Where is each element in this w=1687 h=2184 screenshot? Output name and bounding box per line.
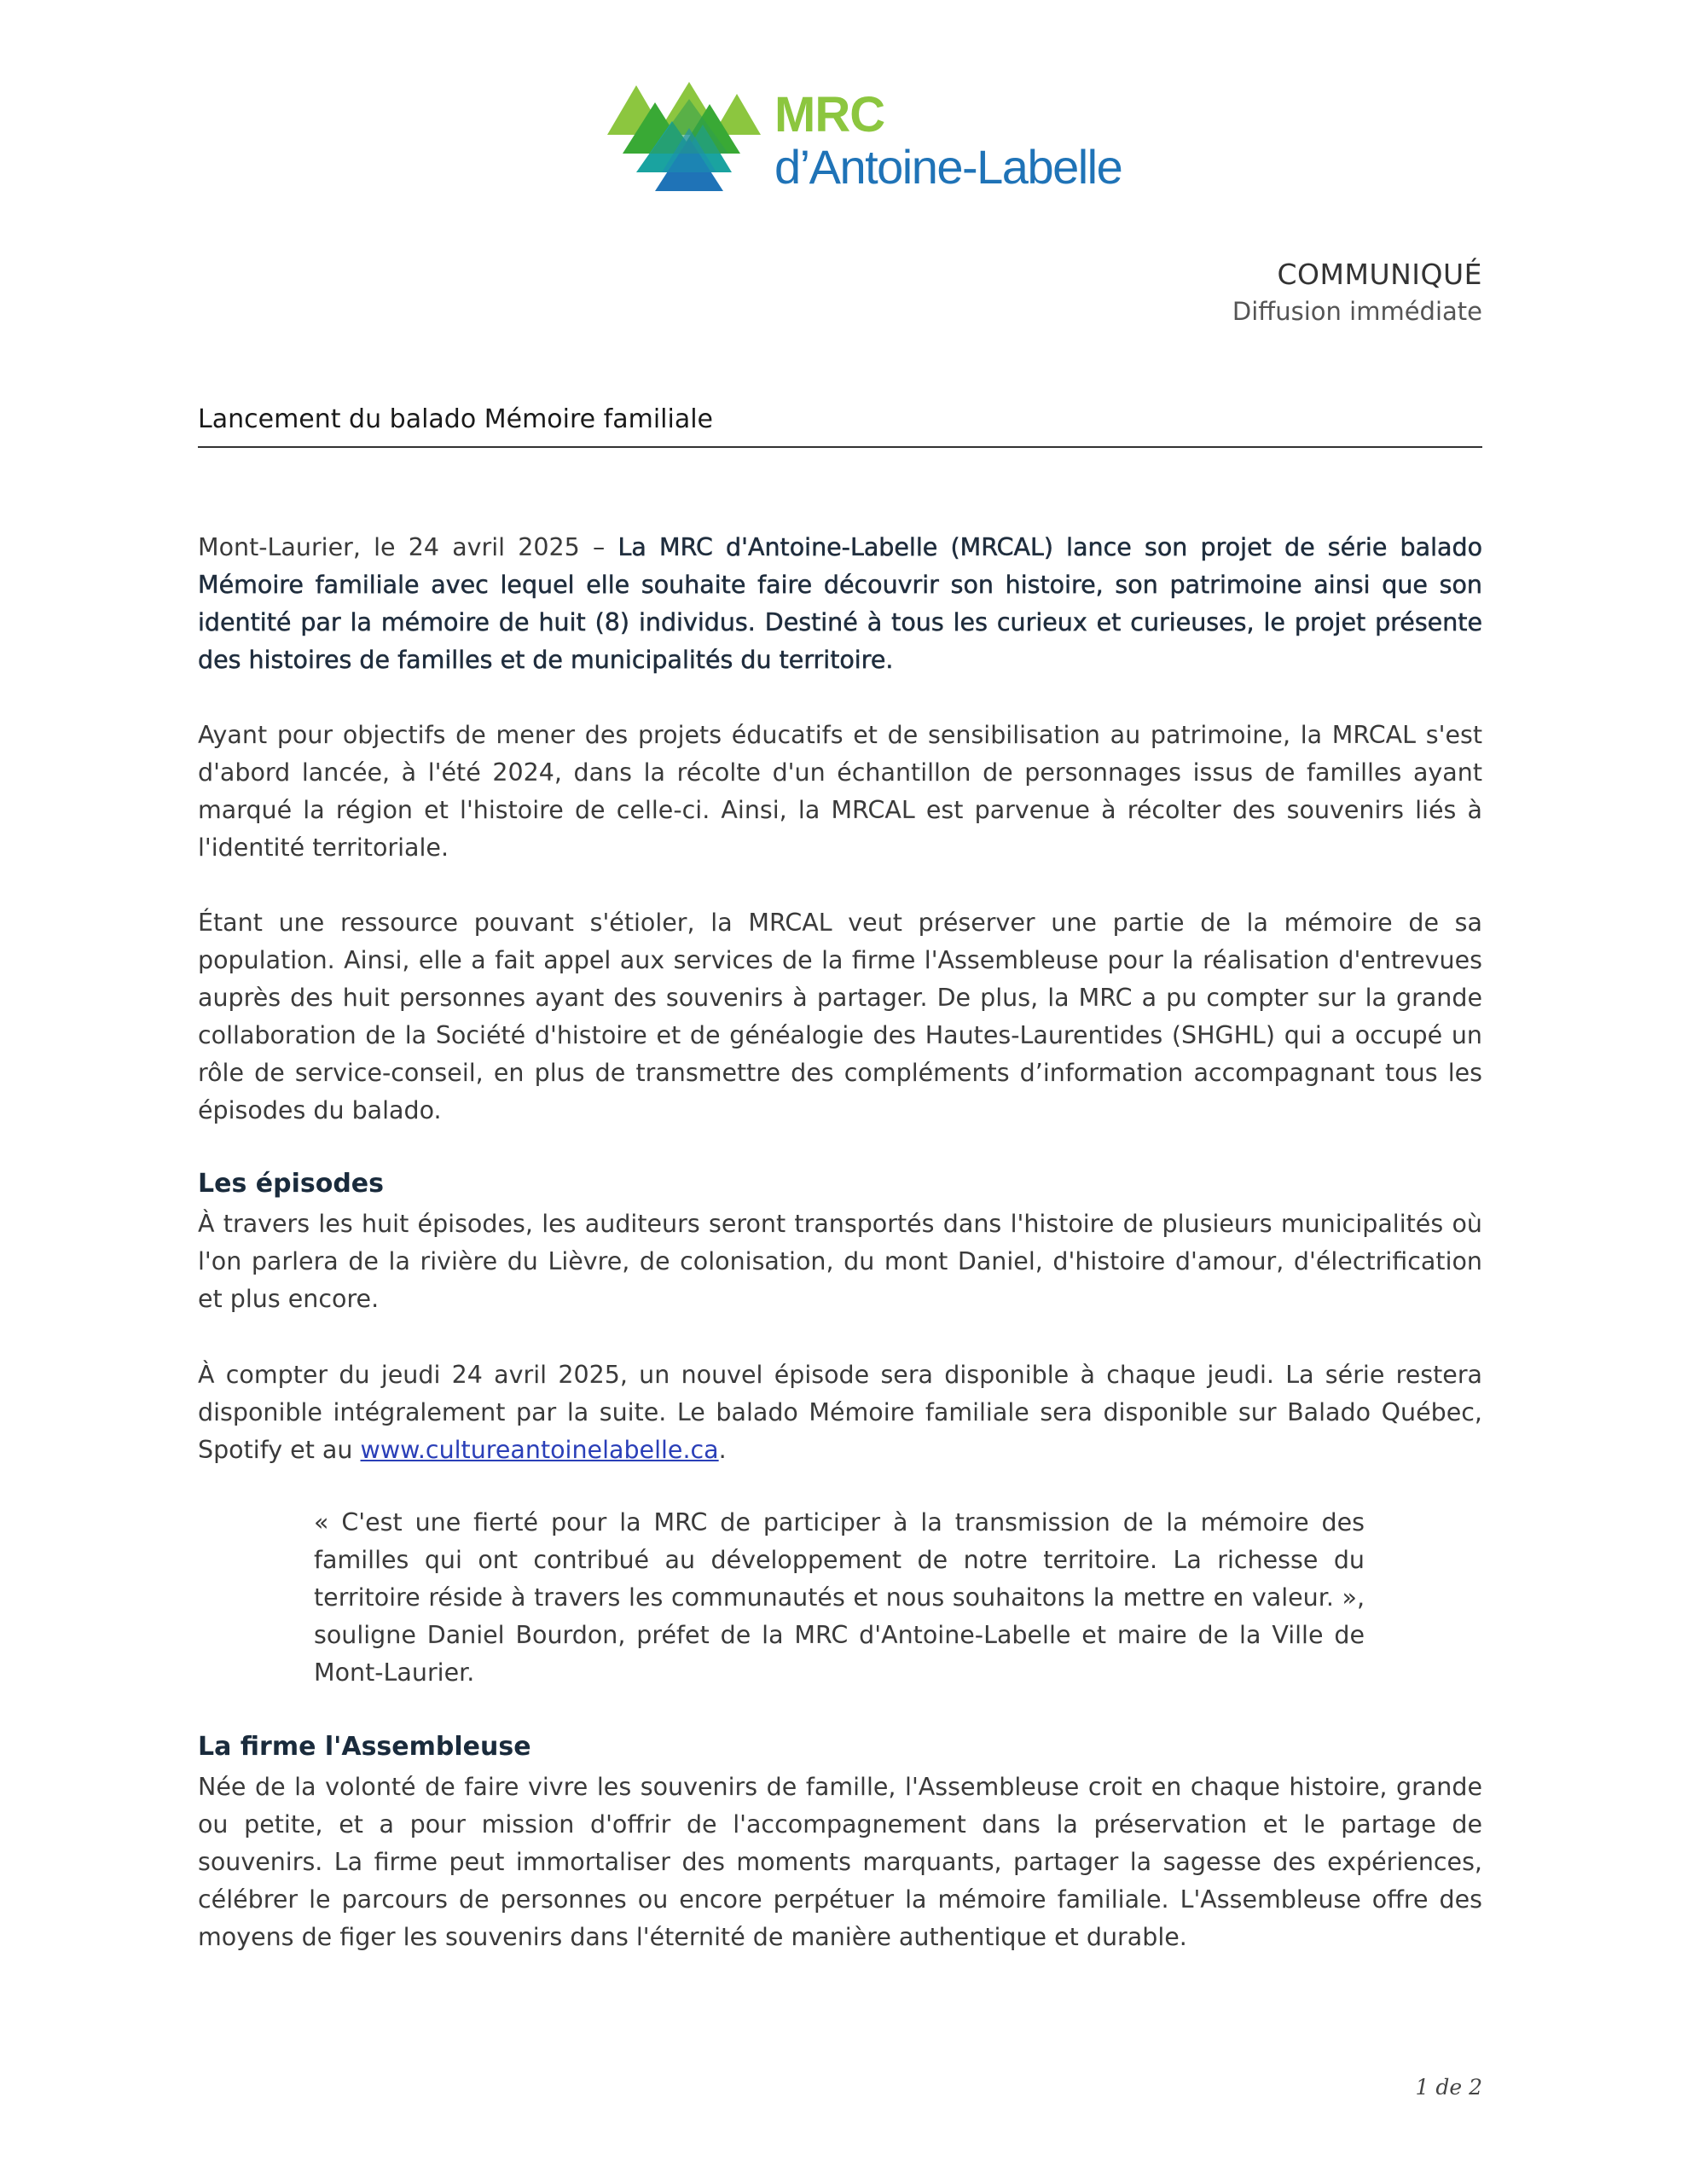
paragraph-episodes: À travers les huit épisodes, les auditeurs seront transportés dans l'histoire de plusieurs municipalités où l'on parlera de la rivière du Lièvre, de colonisation, du mont Daniel, d'histoire d'amour, d'électrification et plus encore.: [198, 1210, 1482, 1313]
logo-mrc-text: MRC: [774, 87, 885, 142]
page-title: Lancement du balado Mémoire familiale: [198, 404, 1482, 448]
lead-text: La MRC d'Antoine-Labelle (MRCAL) lance son projet de série balado Mémoire familiale avec lequel elle souhaite faire découvrir son histoire, son patrimoine ainsi que son identité par la mémoire de huit (8) individus. Destiné à tous les curieux et curieuses, le projet présente des histoires de familles et de municipalités du territoire.: [198, 533, 1483, 674]
paragraph-availability: [198, 1356, 1482, 1469]
page-number: 1 de 2: [1415, 2075, 1482, 2100]
availability-text: À compter du jeudi 24 avril 2025, un nouvel épisode sera disponible à chaque jeudi. La série restera disponible intégralement par la suite. Le balado Mémoire familiale sera disponible sur Balado Québec, Spotify et au: [198, 1361, 1482, 1464]
mountain-trees-icon: [607, 82, 769, 193]
episodes-heading: Les épisodes: [198, 1169, 385, 1199]
communique-label: COMMUNIQUÉ: [1277, 258, 1482, 291]
logo-name-text: d’Antoine-Labelle: [774, 140, 1122, 194]
diffusion-label: Diffusion immédiate: [1232, 297, 1482, 326]
culture-website-link[interactable]: www.cultureantoinelabelle.ca: [360, 1436, 719, 1464]
mrc-logo: [607, 82, 1122, 201]
availability-end: .: [718, 1436, 727, 1464]
paragraph-objectives: Ayant pour objectifs de mener des projets éducatifs et de sensibilisation au patrimoine, la MRCAL s'est d'abord lancée, à l'été 2024, dans la récolte d'un échantillon de personnages issus de familles ayant marqué la région et l'histoire de celle-ci. Ainsi, la MRCAL est parvenue à récolter des souvenirs liés à l'identité territoriale.: [198, 721, 1482, 862]
paragraph-preservation: Étant une ressource pouvant s'étioler, la MRCAL veut préserver une partie de la mémoire de sa population. Ainsi, elle a fait appel aux services de la firme l'Assembleuse pour la réalisation d'entrevues auprès des huit personnes ayant des souvenirs à partager. De plus, la MRC a pu compter sur la grande collaboration de la Société d'histoire et de généalogie des Hautes-Laurentides (SHGHL) qui a occupé un rôle de service-conseil, en plus de transmettre des compléments d’information accompagnant tous les épisodes du balado.: [198, 909, 1482, 1124]
paragraph-firm: Née de la volonté de faire vivre les souvenirs de famille, l'Assembleuse croit en chaque histoire, grande ou petite, et a pour mission d'offrir de l'accompagnement dans la préservation et le partage de souvenirs. La firme peut immortaliser des moments marquants, partager la sagesse des expériences, célébrer le parcours de personnes ou encore perpétuer la mémoire familiale. L'Assembleuse offre des moyens de figer les souvenirs dans l'éternité de manière authentique et durable.: [198, 1773, 1482, 1951]
prefect-quote: « C'est une fierté pour la MRC de participer à la transmission de la mémoire des familles qui ont contribué au développement de notre territoire. La richesse du territoire réside à travers les communautés et nous souhaitons la mettre en valeur. », souligne Daniel Bourdon, préfet de la MRC d'Antoine-Labelle et maire de la Ville de Mont-Laurier.: [314, 1508, 1365, 1687]
dateline: Mont-Laurier, le 24 avril 2025 –: [198, 533, 618, 561]
firm-heading: La firme l'Assembleuse: [198, 1732, 531, 1762]
intro-paragraph: [198, 529, 1482, 679]
